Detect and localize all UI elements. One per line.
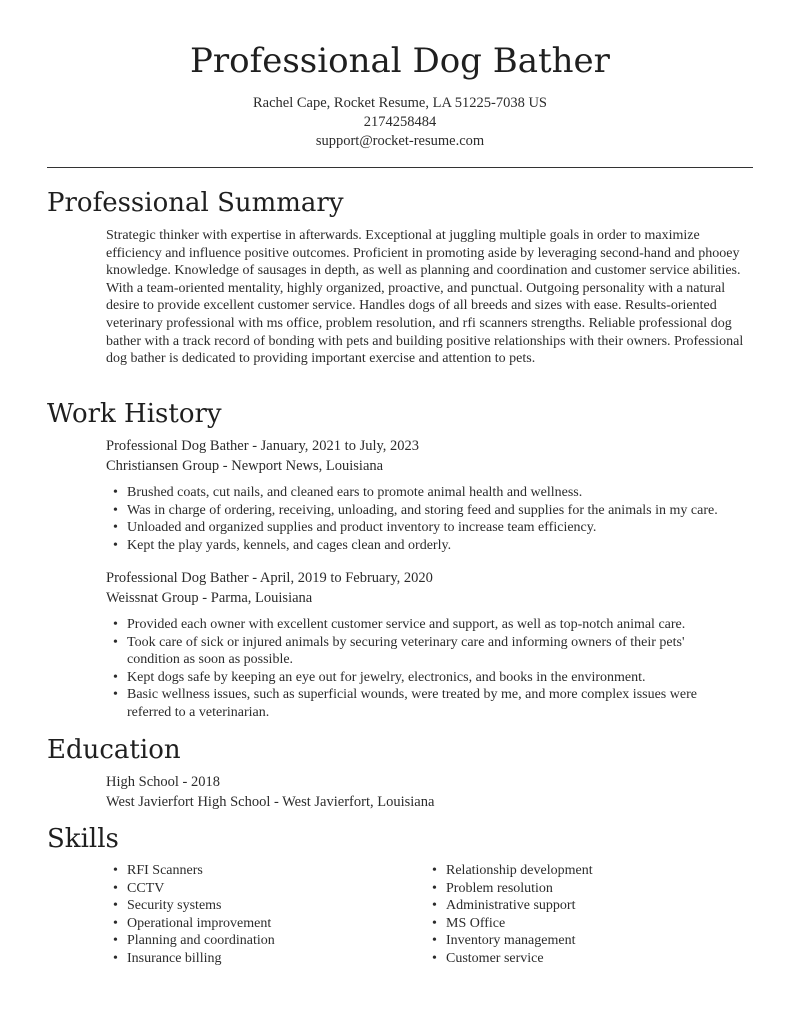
skill-item: • Administrative support <box>425 897 593 915</box>
education-school-line <box>106 793 746 813</box>
job-bullet: • Provided each owner with excellent customer service and support, as well as top-notch animal care. <box>106 616 726 634</box>
resume-title: Professional Dog Bather <box>190 41 610 81</box>
job-company-line <box>106 457 756 477</box>
skill-item: • RFI Scanners <box>106 862 275 880</box>
job-company: Christiansen Group <box>106 457 220 474</box>
skill-item: • CCTV <box>106 880 275 898</box>
job-title-line <box>106 569 756 589</box>
education-school: West Javierfort High School <box>106 793 271 810</box>
education-year: - 2018 <box>178 774 220 790</box>
job-location: - Newport News, Louisiana <box>219 457 384 474</box>
job-bullets <box>106 616 726 722</box>
education-degree: High School <box>106 774 179 790</box>
skill-item: • Inventory management <box>425 932 593 950</box>
job-title-line <box>106 437 756 457</box>
job-entry <box>106 569 756 720</box>
job-dates: - April, 2019 to February, 2020 <box>248 570 433 586</box>
skill-item: • Insurance billing <box>106 950 275 968</box>
job-entry <box>106 437 756 553</box>
education-entry <box>106 773 746 812</box>
section-heading-work-history: Work History <box>47 399 222 429</box>
skill-item: • Planning and coordination <box>106 932 275 950</box>
skill-item: • Security systems <box>106 897 275 915</box>
skill-item: • Operational improvement <box>106 915 275 933</box>
contact-phone: 2174258484 <box>363 114 437 130</box>
job-bullet: • Basic wellness issues, such as superficial wounds, were treated by me, and more complex issues were referred to a veterinarian. <box>106 686 726 721</box>
skills-list-left <box>106 862 275 968</box>
skills-list-right <box>425 862 593 968</box>
skill-item: • Customer service <box>425 950 593 968</box>
job-bullet: • Kept the play yards, kennels, and cages clean and orderly. <box>106 537 756 555</box>
job-bullet: • Was in charge of ordering, receiving, unloading, and storing feed and supplies for the animals in my care. <box>106 502 756 520</box>
job-location: - Parma, Louisiana <box>198 589 313 606</box>
job-title: Professional Dog Bather <box>106 438 249 454</box>
job-bullet: • Brushed coats, cut nails, and cleaned ears to promote animal health and wellness. <box>106 484 756 502</box>
skill-item: • Problem resolution <box>425 880 593 898</box>
section-heading-education: Education <box>47 735 181 765</box>
job-company-line <box>106 589 756 609</box>
contact-block <box>0 94 800 151</box>
section-heading-summary: Professional Summary <box>47 188 344 218</box>
section-heading-skills: Skills <box>47 824 119 854</box>
job-company: Weissnat Group <box>106 589 199 606</box>
job-bullet: • Kept dogs safe by keeping an eye out for jewelry, electronics, and books in the environment. <box>106 669 726 687</box>
contact-address: Rachel Cape, Rocket Resume, LA 51225-7038 US <box>253 95 547 111</box>
contact-email: support@rocket-resume.com <box>315 133 485 149</box>
summary-text: Strategic thinker with expertise in afterwards. Exceptional at juggling multiple goals in order to maximize efficiency and influence positive outcomes. Proficient in promoting aside by leveraging second-hand and phooey knowledge. Knowledge of sausages in depth, as well as planning and coordination and customer service abilities. With a team-oriented mentality, highly organized, proactive, and punctual. Outgoing personality with a natural desire to provide excellent customer service. Handles dogs of all breeds and sizes with ease. Results-oriented veterinary professional with ms office, problem resolution, and rfi scanners strengths. Reliable professional dog bather with a track record of bonding with pets and building positive relationships with their owners. Professional dog bather is dedicated to providing important exercise and attention to pets. <box>106 228 744 367</box>
header-divider <box>47 167 753 168</box>
education-degree-line <box>106 773 746 793</box>
job-bullet: • Unloaded and organized supplies and product inventory to increase team efficiency. <box>106 519 756 537</box>
skill-item: • Relationship development <box>425 862 593 880</box>
job-bullets <box>106 484 756 554</box>
skill-item: • MS Office <box>425 915 593 933</box>
job-dates: - January, 2021 to July, 2023 <box>248 438 420 454</box>
job-title: Professional Dog Bather <box>106 570 249 586</box>
education-location: - West Javierfort, Louisiana <box>270 793 435 810</box>
job-bullet: • Took care of sick or injured animals by securing veterinary care and informing owners of their pets' condition as soon as possible. <box>106 634 726 669</box>
